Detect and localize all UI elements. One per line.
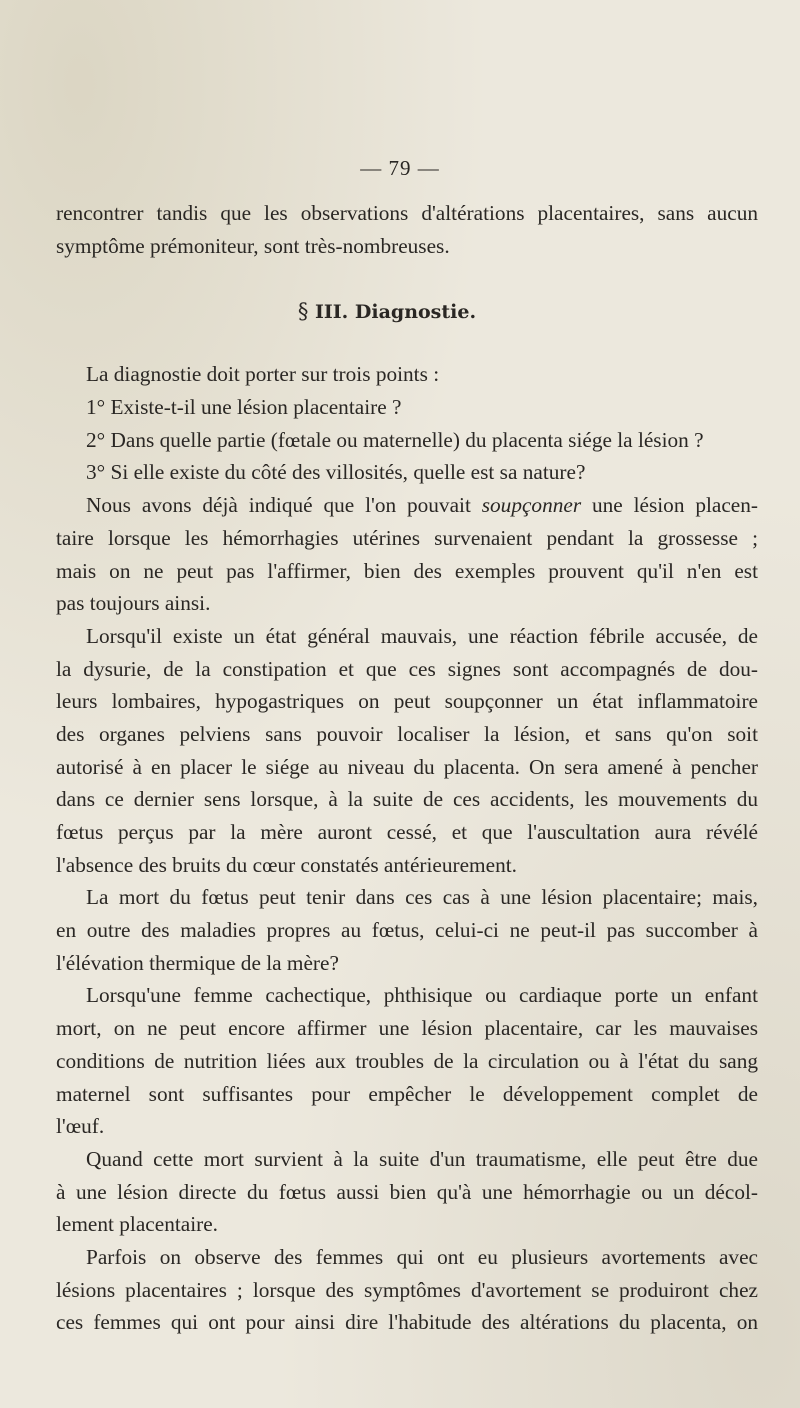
- paragraph-intro: [56, 197, 758, 262]
- text-line: dans ce dernier sens lorsque, à la suite de ces accidents, les mouvements du: [56, 787, 758, 812]
- paragraph-suspicion: [56, 489, 758, 620]
- page-body: [56, 197, 758, 1339]
- text-line: [56, 489, 758, 522]
- section-sign: §: [297, 299, 309, 324]
- text-line: l'œuf.: [56, 1114, 105, 1139]
- list-item: 2° Dans quelle partie (fœtale ou maternelle) du placenta siége la lésion ?: [86, 427, 704, 452]
- text-line: la dysurie, de la constipation et que ces signes sont accompagnés de dou-: [56, 656, 758, 681]
- section-heading: [56, 294, 758, 328]
- text-line: mort, on ne peut encore affirmer une lésion placentaire, car les mauvaises: [56, 1016, 758, 1041]
- text-line: Lorsqu'il existe un état général mauvais, une réaction fébrile accusée, de: [86, 623, 758, 648]
- emphasis-text: soupçonner: [481, 493, 582, 518]
- text-line: La mort du fœtus peut tenir dans ces cas à une lésion placentaire; mais,: [86, 885, 758, 910]
- text-line: l'absence des bruits du cœur constatés antérieurement.: [56, 852, 517, 877]
- text-line: conditions de nutrition liées aux troubles de la circulation ou à l'état du sang: [56, 1048, 758, 1073]
- text-fragment: une lésion placen-: [581, 493, 759, 518]
- text-line: maternel sont suffisantes pour empêcher le développement complet de: [56, 1081, 758, 1106]
- text-fragment: Nous avons déjà indiqué que l'on pouvait: [86, 493, 482, 518]
- text-line: leurs lombaires, hypogastriques on peut soupçonner un état inflammatoire: [56, 689, 758, 714]
- text-line: des organes pelviens sans pouvoir localiser la lésion, et sans qu'on soit: [56, 721, 758, 746]
- page-number: — 79 —: [360, 156, 440, 180]
- paragraph-repeated-abortions: [56, 1241, 758, 1339]
- text-line: symptôme prémoniteur, sont très-nombreuses.: [56, 233, 450, 258]
- text-line: mais on ne peut pas l'affirmer, bien des exemples prouvent qu'il n'en est: [56, 558, 758, 583]
- text-line: Lorsqu'une femme cachectique, phthisique ou cardiaque porte un enfant: [86, 983, 758, 1008]
- text-line: pas toujours ainsi.: [56, 591, 211, 616]
- text-line: l'élévation thermique de la mère?: [56, 950, 339, 975]
- paragraph-trauma: [56, 1143, 758, 1241]
- section-title: III. Diagnostie.: [315, 301, 477, 324]
- text-line: rencontrer tandis que les observations d'altérations placentaires, sans aucun: [56, 201, 758, 225]
- paragraph-diagnostic-points: [56, 358, 758, 489]
- list-item: 1° Existe-t-il une lésion placentaire ?: [86, 395, 402, 420]
- text-line: Quand cette mort survient à la suite d'un traumatisme, elle peut être due: [86, 1146, 758, 1171]
- text-line: en outre des maladies propres au fœtus, celui-ci ne peut-il pas succomber à: [56, 918, 758, 943]
- text-line: lésions placentaires ; lorsque des symptômes d'avortement se produiront chez: [56, 1277, 758, 1302]
- paragraph-cachectic: [56, 979, 758, 1142]
- text-line: lement placentaire.: [56, 1212, 219, 1237]
- paragraph-fetal-death: [56, 881, 758, 979]
- text-line: La diagnostie doit porter sur trois points :: [86, 362, 440, 387]
- paragraph-general-state: [56, 620, 758, 882]
- text-line: à une lésion directe du fœtus aussi bien qu'à une hémorrhagie ou un décol-: [56, 1179, 758, 1204]
- list-item: 3° Si elle existe du côté des villosités, quelle est sa nature?: [86, 460, 586, 485]
- text-line: fœtus perçus par la mère auront cessé, et que l'auscultation aura révélé: [56, 820, 758, 844]
- text-line: autorisé à en placer le siége au niveau du placenta. On sera amené à pencher: [56, 754, 758, 779]
- text-line: Parfois on observe des femmes qui ont eu plusieurs avortements avec: [86, 1244, 758, 1269]
- text-line: taire lorsque les hémorrhagies utérines survenaient pendant la grossesse ;: [56, 525, 758, 550]
- text-line: ces femmes qui ont pour ainsi dire l'habitude des altérations du placenta, on: [56, 1310, 758, 1335]
